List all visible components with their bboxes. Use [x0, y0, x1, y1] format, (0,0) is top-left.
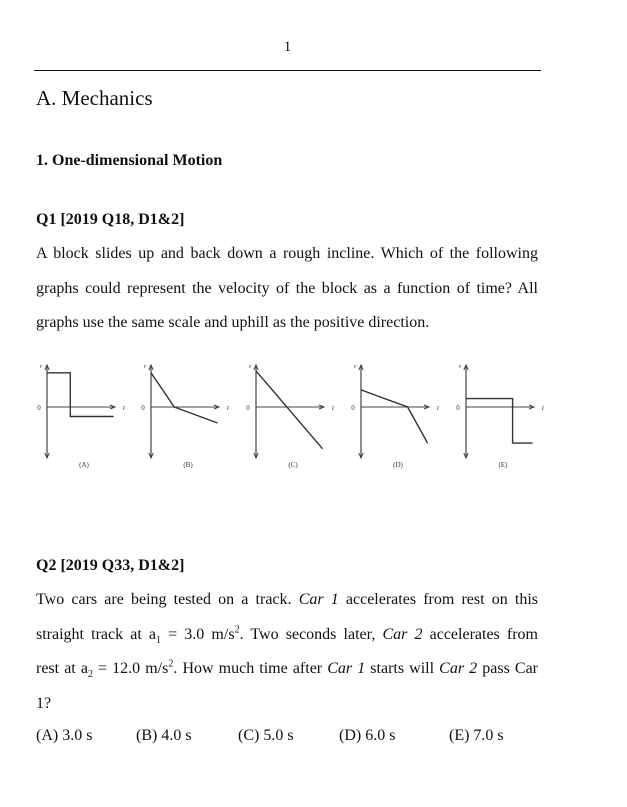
- q2-line-3: [36, 652, 538, 687]
- superscript: 2: [168, 658, 174, 670]
- origin-label: 0: [246, 404, 250, 412]
- text: accelerates from: [422, 625, 539, 643]
- car-2-label: Car 2: [382, 625, 423, 643]
- answer-choice-c[interactable]: (C) 5.0 s: [238, 727, 294, 744]
- velocity-curve: [151, 373, 218, 423]
- q2-title: Q2 [2019 Q33, D1&2]: [36, 557, 185, 574]
- page-number: 1: [283, 39, 292, 55]
- subsection-title: 1. One-dimensional Motion: [36, 152, 223, 169]
- subscript: 2: [87, 669, 93, 681]
- q2-body: [36, 583, 538, 721]
- v-axis-label: v: [143, 364, 147, 370]
- t-axis-label: t: [332, 404, 334, 412]
- text: . Two seconds later,: [239, 625, 383, 643]
- header-rule: [34, 70, 541, 71]
- car-1-label: Car 1: [327, 660, 366, 677]
- text: rest at a: [36, 660, 88, 677]
- text: = 12.0 m/s: [92, 660, 169, 677]
- t-axis-label: t: [123, 404, 125, 412]
- answer-choice-a[interactable]: (A) 3.0 s: [36, 727, 93, 744]
- text: = 3.0 m/s: [161, 625, 235, 643]
- origin-label: 0: [37, 404, 41, 412]
- v-axis-label: v: [353, 364, 357, 370]
- section-title: A. Mechanics: [36, 86, 153, 110]
- q1-title: Q1 [2019 Q18, D1&2]: [36, 211, 185, 228]
- v-axis-label: v: [458, 364, 462, 370]
- t-axis-label: t: [542, 404, 544, 412]
- q1-body: [36, 237, 538, 341]
- text: starts will: [365, 660, 440, 677]
- origin-label: 0: [141, 404, 145, 412]
- q2-line-4: 1?: [36, 694, 52, 712]
- answer-choice-d[interactable]: (D) 6.0 s: [339, 727, 396, 744]
- t-axis-label: t: [437, 404, 439, 412]
- velocity-curve: [47, 373, 114, 417]
- v-axis-label: v: [248, 364, 252, 370]
- graph-option-label: (E): [498, 461, 508, 469]
- q1-line: A block slides up and back down a rough incline. Which of the following: [36, 245, 538, 262]
- text: accelerates from rest on this: [338, 591, 538, 608]
- text: pass Car: [477, 660, 539, 677]
- answer-choice-b[interactable]: (B) 4.0 s: [136, 727, 192, 744]
- graph-option-label: (D): [393, 461, 403, 469]
- q2-line-1: [36, 583, 538, 618]
- answer-choice-e[interactable]: (E) 7.0 s: [449, 727, 504, 744]
- car-1-label: Car 1: [298, 591, 339, 608]
- car-2-label: Car 2: [439, 660, 478, 677]
- graph-option-label: (B): [183, 461, 193, 469]
- q1-line: graphs use the same scale and uphill as the positive direction.: [36, 314, 430, 331]
- text: straight track at a: [36, 625, 157, 643]
- velocity-graphs-figure: [0, 355, 627, 470]
- graph-option-label: (C): [288, 461, 298, 469]
- origin-label: 0: [456, 404, 460, 412]
- origin-label: 0: [351, 404, 355, 412]
- graph-option-label: (A): [79, 461, 89, 469]
- superscript: 2: [234, 624, 240, 636]
- velocity-curve: [466, 399, 533, 444]
- text: . How much time after: [173, 660, 328, 677]
- text: Two cars are being tested on a track.: [36, 591, 299, 608]
- q1-line: graphs could represent the velocity of the block as a function of time? All: [36, 279, 538, 297]
- velocity-curve: [361, 390, 428, 443]
- velocity-curve: [256, 371, 323, 449]
- subscript: 1: [156, 634, 162, 646]
- q2-line-2: [36, 618, 538, 653]
- v-axis-label: v: [39, 364, 43, 370]
- t-axis-label: t: [227, 404, 229, 412]
